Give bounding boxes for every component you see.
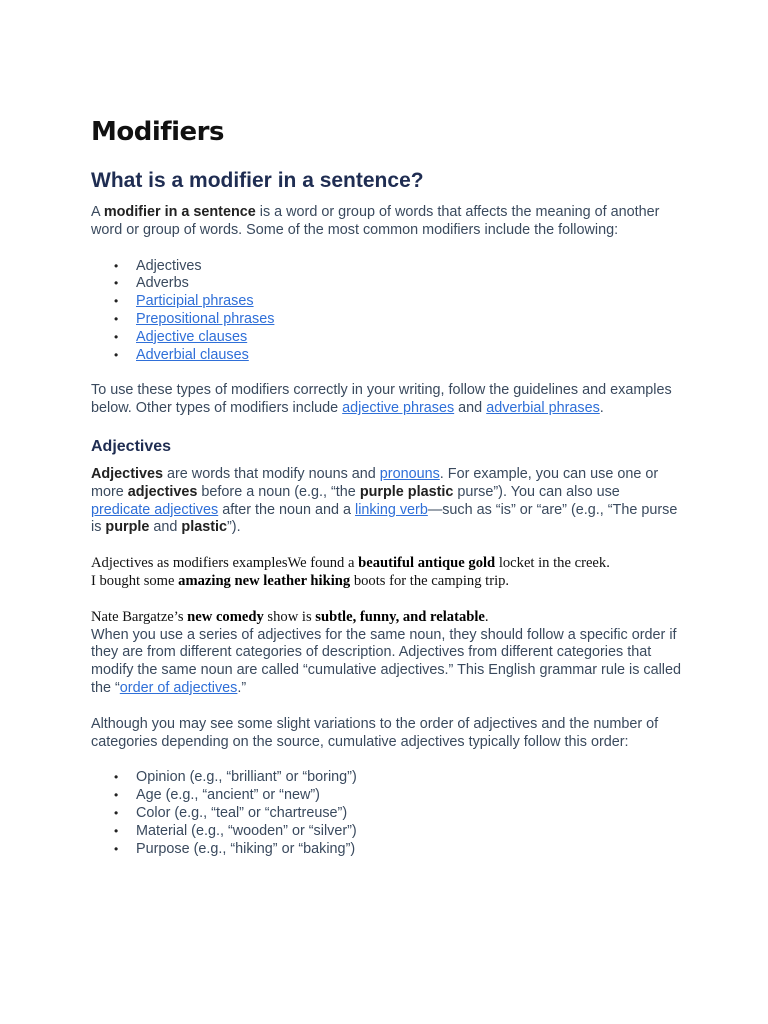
variation-paragraph: Although you may see some slight variations to the order of adjectives and the number of categories depending on the source, cumulative adjectives typically follow this order: [91, 715, 659, 750]
text: When you use a series of adjectives for the same noun, they should follow a specific order if they are from different categories of description. Adjectives from different categories that modify the same noun are called “cumulative adjectives.” This English grammar rule is called the “ [91, 626, 682, 696]
text: .” [237, 679, 247, 696]
section-heading-modifier: What is a modifier in a sentence? [91, 169, 424, 192]
example-bold: beautiful antique gold [358, 555, 496, 572]
section-heading-adjectives: Adjectives [91, 437, 172, 455]
example-bold: new comedy [187, 608, 264, 625]
intro-paragraph [91, 204, 681, 240]
intro-text: A [91, 204, 104, 220]
intro-term: modifier in a sentence [103, 204, 256, 220]
list-item: • Material (e.g., “wooden” or “silver”) [136, 823, 681, 841]
linking-verb-link[interactable]: linking verb [355, 501, 428, 518]
text: . For example, you can use one or more [91, 465, 659, 500]
example-text: I bought some [91, 572, 179, 589]
example-text: . [484, 608, 489, 625]
adjective-order-list [91, 769, 681, 858]
predicate-adjectives-link[interactable]: predicate adjectives [91, 501, 219, 518]
example-text: boots for the camping trip. [350, 572, 510, 589]
examples-block-2 [91, 609, 681, 627]
list-item-text: Adverbs [136, 275, 189, 292]
intro-text: is a word or group of words that affects the meaning of another word or group of words. Some of the most common modifiers include the following: [91, 204, 660, 238]
text: after the noun and a [218, 501, 356, 518]
bold-term: Adjectives [91, 465, 163, 482]
guidelines-text: To use these types of modifiers correctly in your writing, follow the guidelines and examples below. Other types of modifiers include [91, 382, 672, 417]
text: before a noun (e.g., “the [197, 483, 360, 500]
list-item [136, 275, 681, 293]
text: ”). [227, 519, 241, 536]
guidelines-text: . [599, 400, 604, 417]
adverbial-clauses-link[interactable]: Adverbial clauses [136, 346, 249, 363]
text: —such as “is” or “are” (e.g., “The purse is [91, 501, 678, 536]
example-bold: subtle, funny, and relatable [315, 608, 485, 625]
guidelines-text: and [454, 400, 487, 417]
list-item: • Age (e.g., “ancient” or “new”) [136, 787, 681, 805]
page-title: Modifiers [91, 117, 224, 147]
bold-term: purple plastic [359, 483, 454, 500]
adverbial-phrases-link[interactable]: adverbial phrases [486, 400, 600, 417]
examples-block-1 [91, 555, 681, 591]
adjective-phrases-link[interactable]: adjective phrases [342, 400, 455, 417]
adjectives-paragraph [91, 466, 681, 537]
example-text: Adjectives as modifiers examplesWe found a [91, 555, 359, 572]
text: are words that modify nouns and [163, 465, 380, 482]
document-page [91, 112, 681, 876]
list-item [136, 347, 681, 365]
list-item: • Purpose (e.g., “hiking” or “baking”) [136, 841, 681, 859]
text: and [149, 519, 182, 536]
bold-term: purple [105, 519, 150, 536]
modifier-types-list [91, 258, 681, 365]
order-of-adjectives-link[interactable]: order of adjectives [119, 679, 238, 696]
order-paragraph [91, 627, 681, 698]
list-item [136, 293, 681, 311]
bold-term: plastic [181, 519, 227, 536]
list-item [136, 329, 681, 347]
example-bold: amazing new leather hiking [178, 572, 351, 589]
example-text: Nate Bargatze’s [91, 608, 188, 625]
example-text: show is [263, 608, 316, 625]
list-item [136, 311, 681, 329]
list-item: • Color (e.g., “teal” or “chartreuse”) [136, 805, 681, 823]
list-item [136, 258, 681, 276]
adjective-clauses-link[interactable]: Adjective clauses [136, 328, 248, 345]
text: purse”). You can also use [453, 483, 620, 500]
example-text: locket in the creek. [495, 555, 610, 572]
list-item: • Opinion (e.g., “brilliant” or “boring”) [136, 769, 681, 787]
participial-phrases-link[interactable]: Participial phrases [136, 293, 254, 310]
list-item-text: Adjectives [136, 257, 202, 274]
prepositional-phrases-link[interactable]: Prepositional phrases [136, 310, 275, 327]
guidelines-paragraph [91, 382, 681, 418]
bold-term: adjectives [127, 483, 198, 500]
pronouns-link[interactable]: pronouns [379, 465, 440, 482]
